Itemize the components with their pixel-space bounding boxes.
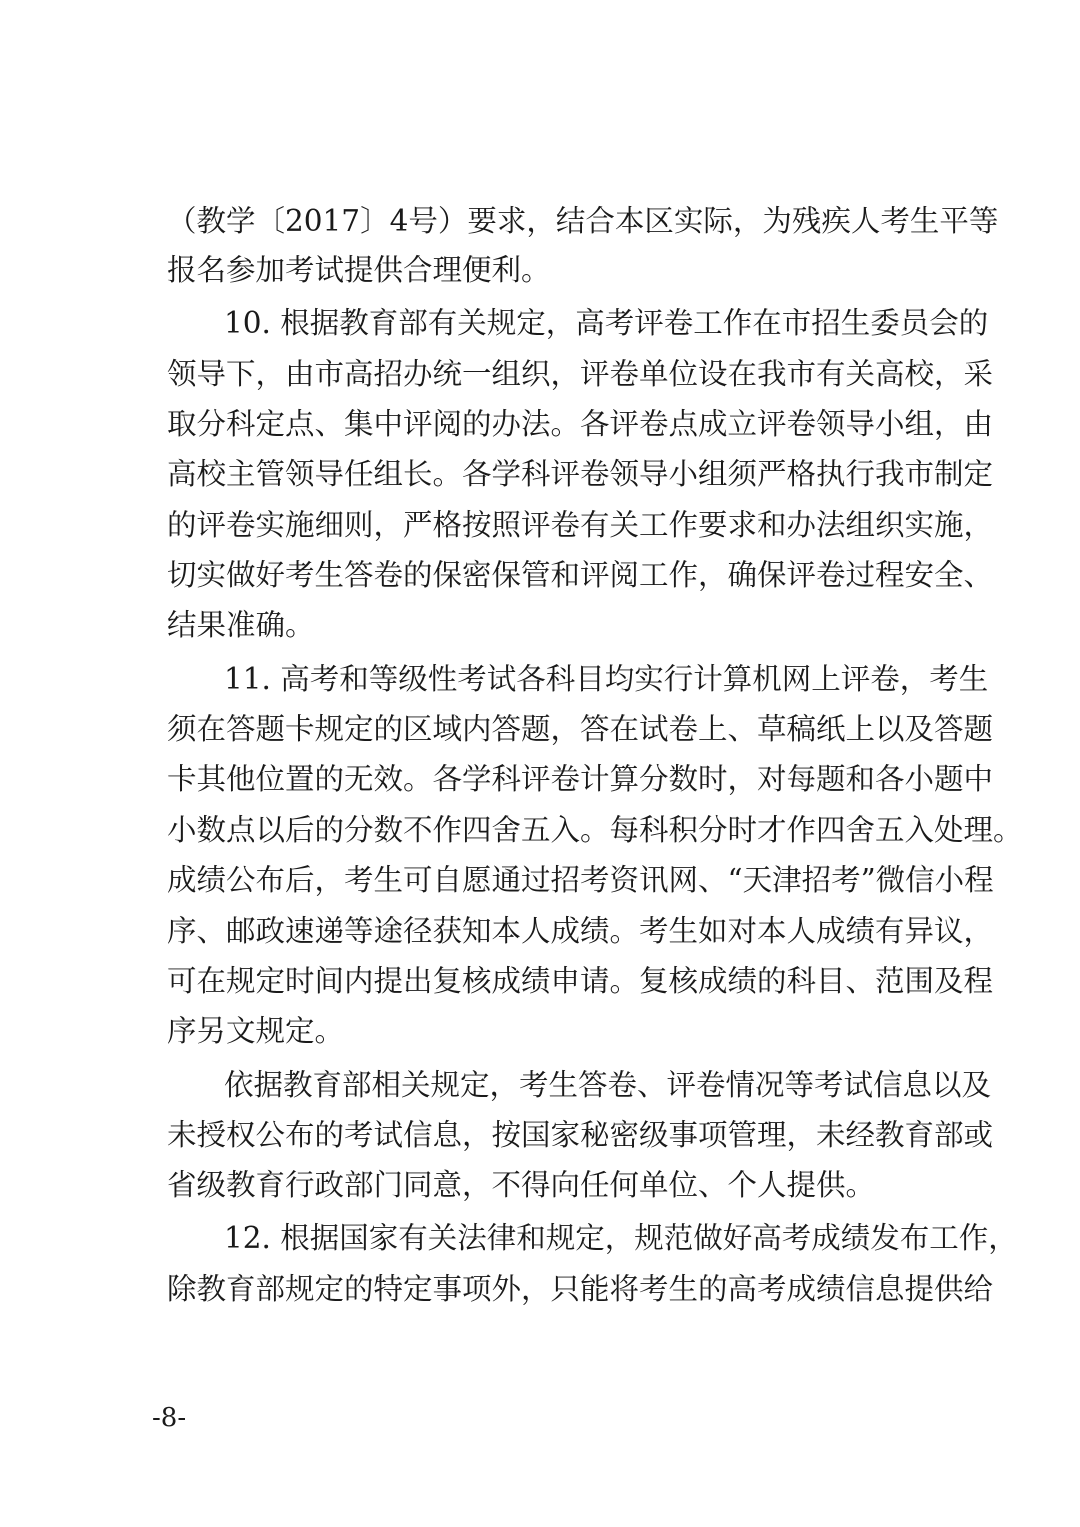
text-line: 未授权公布的考试信息，按国家秘密级事项管理，未经教育部或 — [167, 1118, 994, 1152]
text-line: 小数点以后的分数不作四舍五入。每科积分时才作四舍五入处理。 — [167, 813, 1023, 847]
text-line: 12. 根据国家有关法律和规定，规范做好高考成绩发布工作， — [224, 1221, 1018, 1255]
page-number: -8- — [152, 1403, 187, 1433]
text-line: 结果准确。 — [167, 608, 315, 642]
text-line: 10. 根据教育部有关规定，高考评卷工作在市招生委员会的 — [224, 306, 989, 340]
text-line: 可在规定时间内提出复核成绩申请。复核成绩的科目、范围及程 — [167, 964, 994, 998]
text-line: 报名参加考试提供合理便利。 — [167, 253, 551, 287]
text-line: 成绩公布后，考生可自愿通过招考资讯网、“天津招考”微信小程 — [167, 863, 994, 897]
text-line: 切实做好考生答卷的保密保管和评阅工作，确保评卷过程安全、 — [167, 558, 994, 592]
text-line: （教学〔2017〕4号）要求，结合本区实际，为残疾人考生平等 — [167, 204, 999, 238]
text-line: 的评卷实施细则，严格按照评卷有关工作要求和办法组织实施， — [167, 508, 994, 542]
text-line: 须在答题卡规定的区域内答题，答在试卷上、草稿纸上以及答题 — [167, 712, 994, 746]
text-line: 除教育部规定的特定事项外，只能将考生的高考成绩信息提供给 — [167, 1272, 994, 1306]
text-line: 序另文规定。 — [167, 1014, 345, 1048]
text-line: 高校主管领导任组长。各学科评卷领导小组须严格执行我市制定 — [167, 457, 994, 491]
text-line: 序、邮政速递等途径获知本人成绩。考生如对本人成绩有异议， — [167, 914, 994, 948]
text-line: 11. 高考和等级性考试各科目均实行计算机网上评卷，考生 — [224, 662, 989, 696]
text-line: 省级教育行政部门同意，不得向任何单位、个人提供。 — [167, 1168, 876, 1202]
text-line: 卡其他位置的无效。各学科评卷计算分数时，对每题和各小题中 — [167, 762, 994, 796]
text-line: 领导下，由市高招办统一组织，评卷单位设在我市有关高校，采 — [167, 357, 994, 391]
text-line: 依据教育部相关规定，考生答卷、评卷情况等考试信息以及 — [224, 1068, 992, 1102]
text-line: 取分科定点、集中评阅的办法。各评卷点成立评卷领导小组，由 — [167, 407, 994, 441]
